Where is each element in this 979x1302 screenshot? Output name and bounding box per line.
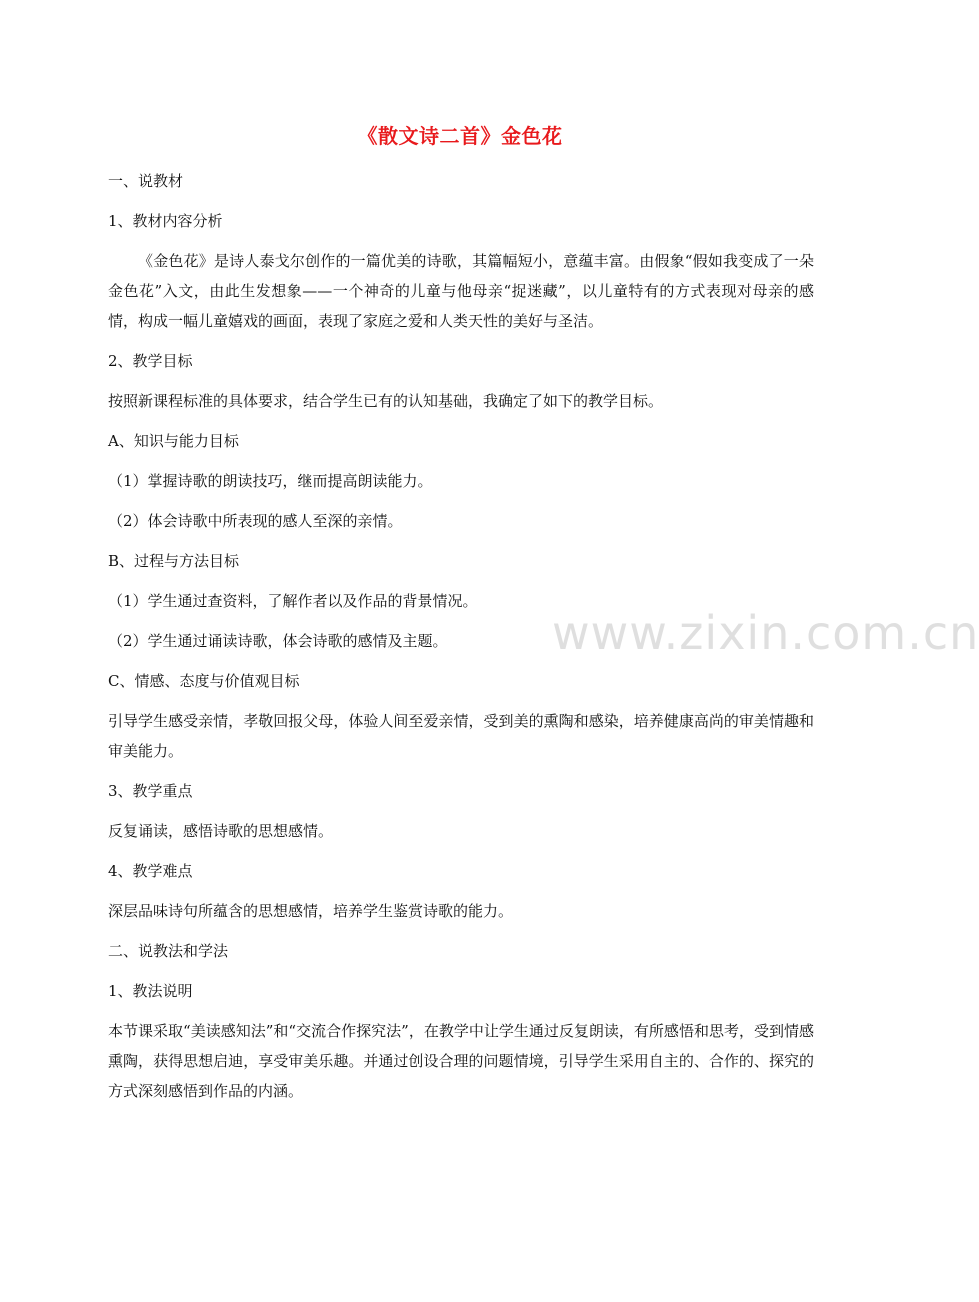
goal-heading: A、知识与能力目标 [108,432,239,450]
watermark: www.zixin.com.cn [552,606,979,660]
subsection-heading: 4、教学难点 [108,862,193,880]
document-title: 《散文诗二首》金色花 [357,124,563,148]
paragraph: 按照新课程标准的具体要求，结合学生已有的认知基础，我确定了如下的教学目标。 [108,392,664,410]
goal-heading: B、过程与方法目标 [108,552,240,570]
subsection-heading: 1、教材内容分析 [108,212,223,230]
section-heading: 一、说教材 [108,172,184,190]
subsection-heading: 2、教学目标 [108,352,193,370]
goal-item: （2）学生通过诵读诗歌，体会诗歌的感情及主题。 [108,632,448,650]
paragraph: 引导学生感受亲情，孝敬回报父母，体验人间至爱亲情，受到美的熏陶和感染，培养健康高尚的审美情趣和审美能力。 [108,712,814,760]
goal-heading: C、情感、态度与价值观目标 [108,672,300,690]
goal-item: （2）体会诗歌中所表现的感人至深的亲情。 [108,512,403,530]
subsection-heading: 3、教学重点 [108,782,193,800]
paragraph: 反复诵读，感悟诗歌的思想感情。 [108,822,334,840]
paragraph: 本节课采取“美读感知法”和“交流合作探究法”，在教学中让学生通过反复朗读，有所感悟和思考，受到情感熏陶，获得思想启迪，享受审美乐趣。并通过创设合理的问题情境，引导学生采用自主的、合作的、探究的方式深刻感悟到作品的内涵。 [108,1022,814,1100]
paragraph: 深层品味诗句所蕴含的思想感情，培养学生鉴赏诗歌的能力。 [108,902,514,920]
goal-item: （1）学生通过查资料，了解作者以及作品的背景情况。 [108,592,478,610]
goal-item: （1）掌握诗歌的朗读技巧，继而提高朗读能力。 [108,472,433,490]
subsection-heading: 1、教法说明 [108,982,193,1000]
paragraph: 《金色花》是诗人泰戈尔创作的一篇优美的诗歌，其篇幅短小，意蕴丰富。由假象“假如我变成了一朵金色花”入文，由此生发想象——一个神奇的儿童与他母亲“捉迷藏”，以儿童特有的方式表现对母亲的感情，构成一幅儿童嬉戏的画面，表现了家庭之爱和人类天性的美好与圣洁。 [108,252,814,330]
section-heading: 二、说教法和学法 [108,942,229,960]
